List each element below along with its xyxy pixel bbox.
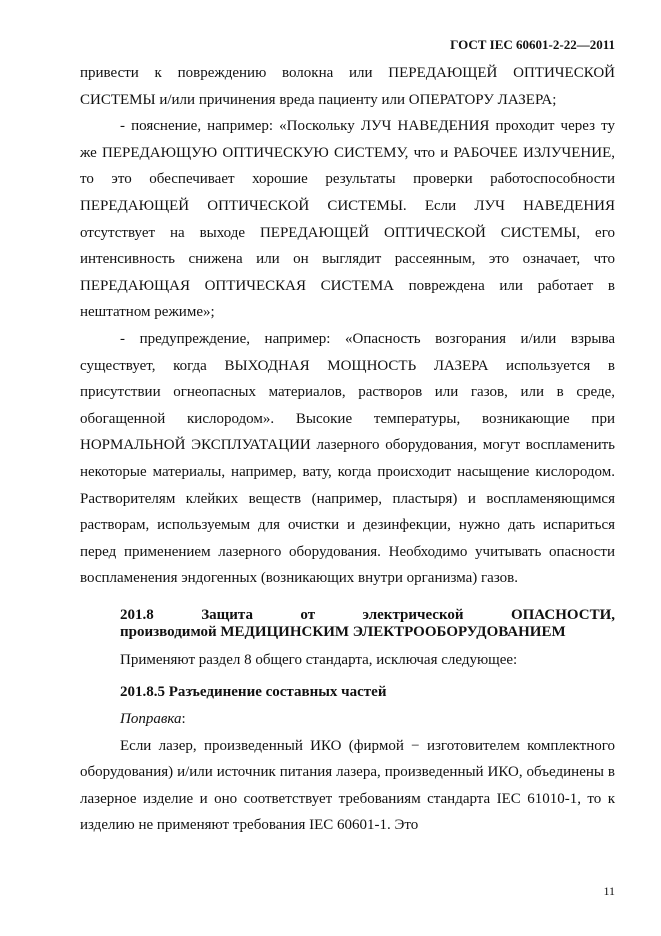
paragraph-explanation: - пояснение, например: «Поскольку ЛУЧ НАВЕДЕНИЯ проходит через ту же ПЕРЕДАЮЩУЮ ОПТИЧЕСКУЮ СИСТЕМУ, что и РАБОЧЕЕ ИЗЛУЧЕНИЕ, то это обеспечивает хорошие результаты проверки работоспособности ПЕРЕДАЮЩЕЙ ОПТИЧЕСКОЙ СИСТЕМЫ. Если ЛУЧ НАВЕДЕНИЯ отсутствует на выходе ПЕРЕДАЮЩЕЙ ОПТИЧЕСКОЙ СИСТЕМЫ, его интенсивность снижена или он выглядит рассеянным, это означает, что ПЕРЕДАЮЩАЯ ОПТИЧЕСКАЯ СИСТЕМА повреждена или работает в нештатном режиме»; [80, 118, 615, 321]
amendment-colon: : [181, 711, 186, 728]
section-intro: Применяют раздел 8 общего стандарта, исключая следующее: [120, 651, 518, 668]
subsection-text: Если лазер, произведенный ИКО (фирмой − изготовителем комплектного оборудования) и/или источник питания лазера, произведенный ИКО, объединены в лазерное изделие и оно соответствует требованиям стандарта IEC 61010-1, то к изделию не применяют требования IEC 60601-1. Это [80, 737, 615, 834]
section-heading [80, 607, 615, 641]
section-heading-line2: производимой МЕДИЦИНСКИМ ЭЛЕКТРООБОРУДОВАНИЕМ [120, 623, 566, 640]
section-heading-line1: 201.8 Защита от электрической ОПАСНОСТИ, [120, 606, 615, 623]
subsection-heading: 201.8.5 Разъединение составных частей [120, 684, 387, 701]
paragraph-continuation: привести к повреждению волокна или ПЕРЕДАЮЩЕЙ ОПТИЧЕСКОЙ СИСТЕМЫ и/или причинения вреда пациенту или ОПЕРАТОРУ ЛАЗЕРА; [80, 65, 615, 108]
paragraph-warning: - предупреждение, например: «Опасность возгорания и/или взрыва существует, когда ВЫХОДНАЯ МОЩНОСТЬ ЛАЗЕРА используется в присутствии огнеопасных материалов, растворов или газов, или в среде, обогащенной кислородом». Высокие температуры, возникающие при НОРМАЛЬНОЙ ЭКСПЛУАТАЦИИ лазерного оборудования, могут воспламенить некоторые материалы, например, вату, когда происходит насыщение кислородом. Растворителям клейких веществ (например, пластыря) и воспламеняющимся растворам, используемым для очистки и дезинфекции, нужно дать испариться перед применением лазерного оборудования. Необходимо учитывать опасности воспламенения эндогенных (возникающих внутри организма) газов. [80, 330, 615, 587]
document-header: ГОСТ IEC 60601-2-22—2011 [450, 37, 615, 52]
amendment-label: Поправка [120, 711, 182, 728]
page-body [80, 60, 615, 839]
amendment-label-line [80, 706, 615, 733]
page-number: 11 [603, 884, 615, 898]
